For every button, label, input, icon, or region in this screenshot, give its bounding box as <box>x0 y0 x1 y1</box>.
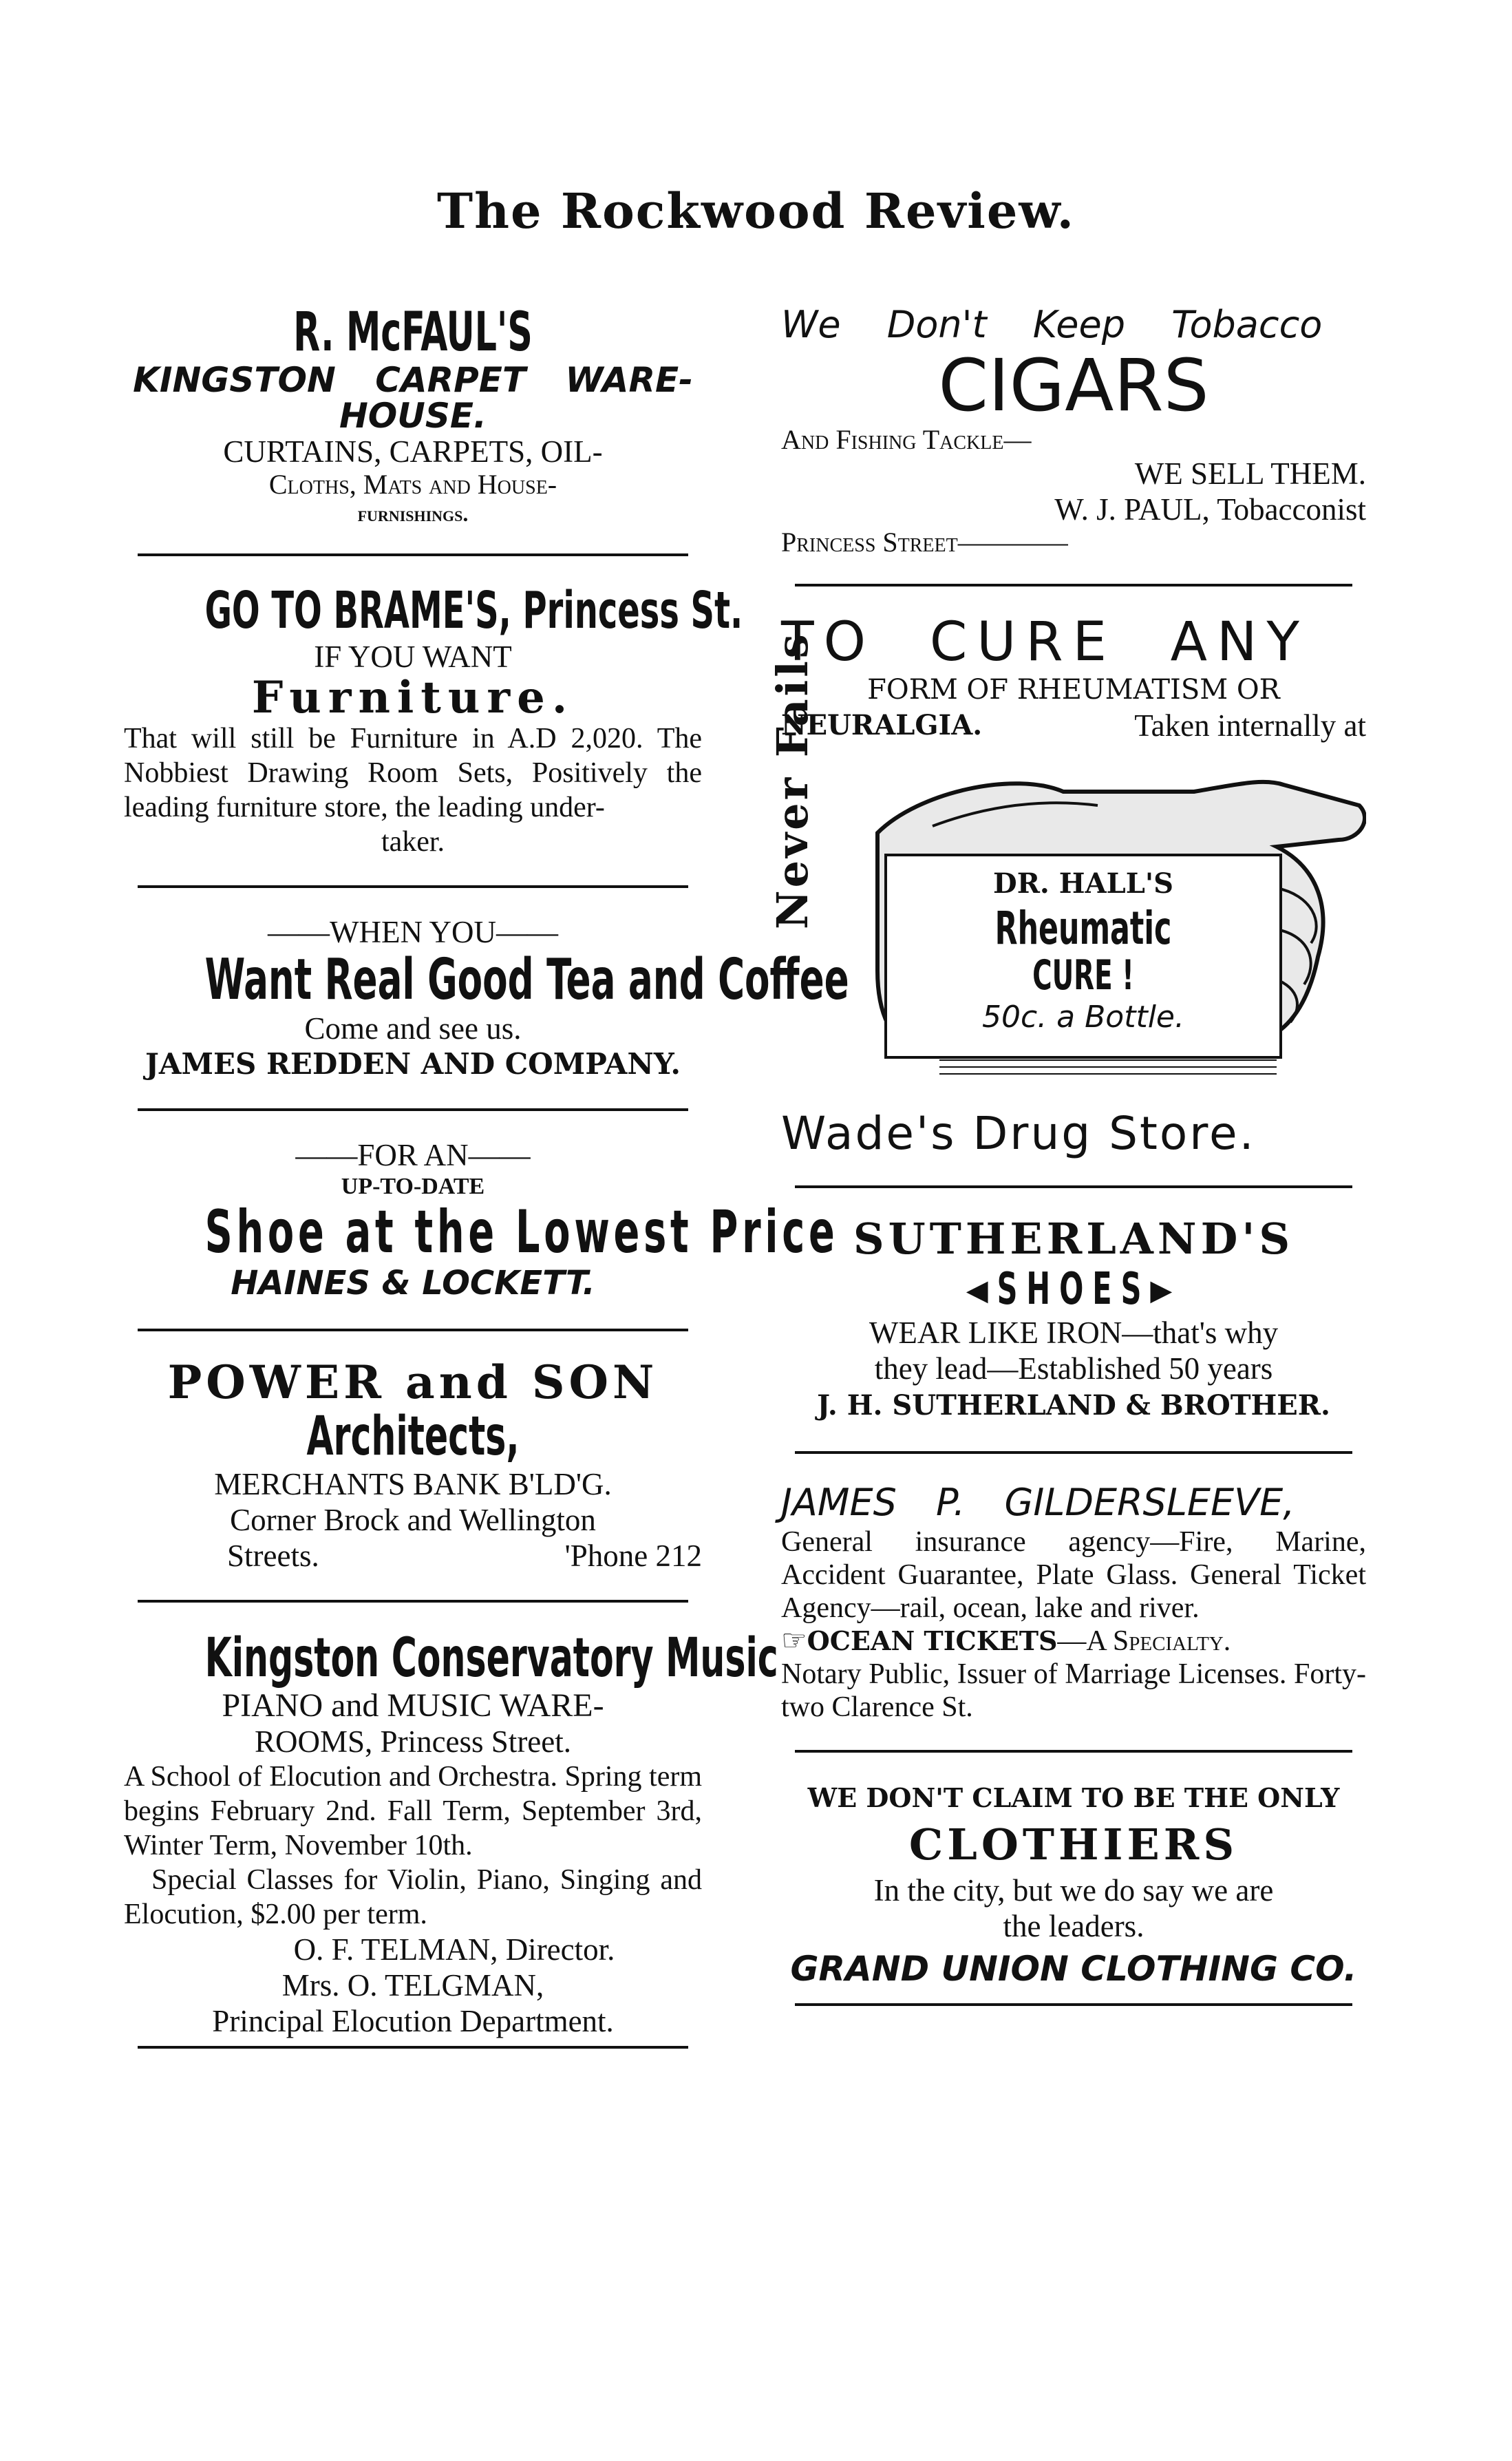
card-line3: CURE ! <box>1032 951 1134 1000</box>
shoe-line1: ——FOR AN—— <box>295 1138 531 1172</box>
cure-store: Wade's Drug Store. <box>781 1107 1256 1160</box>
divider <box>795 2003 1352 2006</box>
brame-body: That will still be Furniture in A.D 2,020. The Nobbiest Drawing Room Sets, Positively the leading furniture store, the leading under- <box>124 723 702 823</box>
clothing-line3: the leaders. <box>1003 1909 1144 1943</box>
mcfaul-line5: furnishings. <box>357 501 469 526</box>
card-line2: Rheumatic <box>994 902 1172 955</box>
conservatory-body1: A School of Elocution and Orchestra. Spring term begins February 2nd. Fall Term, September 3rd, Winter Term, November 10th. <box>124 1761 702 1861</box>
ad-cure <box>767 611 1366 1160</box>
sutherland-shoes: SHOES <box>997 1264 1151 1315</box>
brame-line2: Furniture. <box>251 672 575 723</box>
ad-power <box>124 1355 702 1574</box>
cure-taken: Taken internally at <box>1134 708 1366 743</box>
gildersleeve-body3: Notary Public, Issuer of Marriage Licenses. Forty-two Clarence St. <box>781 1658 1366 1723</box>
power-headline: POWER and SON <box>167 1355 659 1409</box>
tea-headline: Want Real Good Tea and Coffee <box>204 947 849 1013</box>
ad-clothing <box>781 1779 1366 1994</box>
cure-neuralgia: NEURALGIA. <box>781 709 983 741</box>
power-line1: Architects, <box>306 1406 520 1468</box>
sutherland-line3: they lead—Established 50 years <box>874 1351 1273 1386</box>
clothing-line2: In the city, but we do say we are <box>873 1873 1274 1908</box>
mcfaul-line4: Cloths, Mats and House- <box>268 469 557 500</box>
tea-line1: ——WHEN YOU—— <box>267 915 559 949</box>
divider <box>138 1108 688 1111</box>
shoe-line2: UP-TO-DATE <box>341 1174 485 1199</box>
sutherland-line1 <box>863 1264 1284 1315</box>
paul-headline: CIGARS <box>938 344 1209 427</box>
tea-line3: JAMES REDDEN AND COMPANY. <box>145 1047 681 1081</box>
paul-line5: Princess Street———— <box>781 527 1068 558</box>
card-line1: DR. HALL'S <box>993 867 1173 900</box>
conservatory-body2: Special Classes for Violin, Piano, Singing and Elocution, $2.00 per term. <box>124 1864 702 1930</box>
ad-mcfaul <box>124 303 702 527</box>
conservatory-line4: Mrs. O. TELGMAN, <box>281 1968 544 2003</box>
cure-headline: TO CURE ANY <box>781 611 1310 673</box>
left-arrow-ornament-icon: ◄ <box>966 1264 997 1315</box>
clothing-line1: WE DON'T CLAIM TO BE THE ONLY <box>807 1782 1340 1813</box>
power-line2: MERCHANTS BANK B'LD'G. <box>214 1467 612 1501</box>
power-streets: Streets. <box>227 1539 319 1573</box>
conservatory-line5: Principal Elocution Department. <box>212 2004 614 2038</box>
conservatory-line1: PIANO and MUSIC WARE- <box>222 1687 604 1724</box>
paul-line4: W. J. PAUL, Tobacconist <box>1054 492 1366 527</box>
sutherland-headline: SUTHERLAND'S <box>853 1214 1295 1264</box>
gildersleeve-body1: General insurance agency—Fire, Marine, Accident Guarantee, Plate Glass. General Ticket Agency—rail, ocean, lake and river. <box>781 1526 1366 1624</box>
paul-line1: We Don't Keep Tobacco <box>781 303 1323 346</box>
ad-gildersleeve <box>781 1480 1366 1724</box>
power-line3: Corner Brock and Wellington <box>230 1503 596 1537</box>
pointing-finger-icon: ☞ <box>781 1625 807 1657</box>
right-column <box>767 303 1366 2032</box>
brame-line1: IF YOU WANT <box>314 640 512 674</box>
gildersleeve-ocean: OCEAN TICKETS <box>807 1625 1058 1656</box>
ad-paul <box>781 303 1366 558</box>
page-header: The Rockwood Review. <box>437 182 1075 240</box>
mcfaul-line3: CURTAINS, CARPETS, OIL- <box>223 434 603 469</box>
mcfaul-line2: HOUSE. <box>339 396 487 436</box>
divider <box>795 1750 1352 1753</box>
cure-card <box>884 854 1282 1059</box>
divider <box>795 1451 1352 1454</box>
divider <box>795 1185 1352 1188</box>
ad-tea <box>124 914 849 1082</box>
conservatory-line2: ROOMS, Princess Street. <box>255 1724 571 1759</box>
sutherland-line4: J. H. SUTHERLAND & BROTHER. <box>817 1389 1330 1422</box>
gildersleeve-specialty: —A Specialty. <box>1057 1625 1231 1657</box>
divider <box>795 584 1352 587</box>
paul-line3: WE SELL THEM. <box>1134 456 1366 491</box>
cure-line2 <box>781 708 1366 743</box>
ad-shoe <box>124 1137 839 1302</box>
shoe-headline: Shoe at the Lowest Price <box>204 1198 839 1267</box>
divider <box>138 1600 688 1603</box>
divider <box>138 1329 688 1331</box>
conservatory-line3: O. F. TELMAN, Director. <box>293 1932 615 1967</box>
divider <box>138 885 688 888</box>
right-arrow-ornament-icon: ► <box>1150 1264 1182 1315</box>
ad-brame <box>124 581 743 859</box>
ad-conservatory <box>124 1627 778 2039</box>
never-fails-side-text: Never Fails <box>767 631 818 929</box>
sutherland-line2: WEAR LIKE IRON—that's why <box>869 1316 1279 1350</box>
gildersleeve-body2 <box>781 1625 1366 1658</box>
tea-line2: Come and see us. <box>304 1011 522 1046</box>
divider <box>138 2046 688 2049</box>
ad-sutherland <box>781 1214 1366 1425</box>
brame-tail: taker. <box>381 826 445 858</box>
gildersleeve-headline: JAMES P. GILDERSLEEVE, <box>781 1481 1295 1524</box>
shoe-line3: HAINES & LOCKETT. <box>231 1264 595 1302</box>
clothing-line4: GRAND UNION CLOTHING CO. <box>790 1949 1357 1989</box>
clothing-headline: CLOTHIERS <box>908 1819 1239 1870</box>
mcfaul-name: R. McFAUL'S <box>293 302 533 363</box>
paul-line2: And Fishing Tackle— <box>781 424 1032 455</box>
divider <box>138 553 688 556</box>
card-line4: 50c. a Bottle. <box>982 1000 1184 1035</box>
cure-line1: FORM OF RHEUMATISM OR <box>867 674 1280 706</box>
conservatory-headline: Kingston Conservatory Music <box>204 1627 778 1689</box>
brame-headline: GO TO BRAME'S, Princess St. <box>204 581 743 640</box>
power-line4 <box>124 1538 702 1574</box>
power-phone: 'Phone 212 <box>564 1539 702 1573</box>
mcfaul-line1: KINGSTON CARPET WARE- <box>133 360 693 400</box>
